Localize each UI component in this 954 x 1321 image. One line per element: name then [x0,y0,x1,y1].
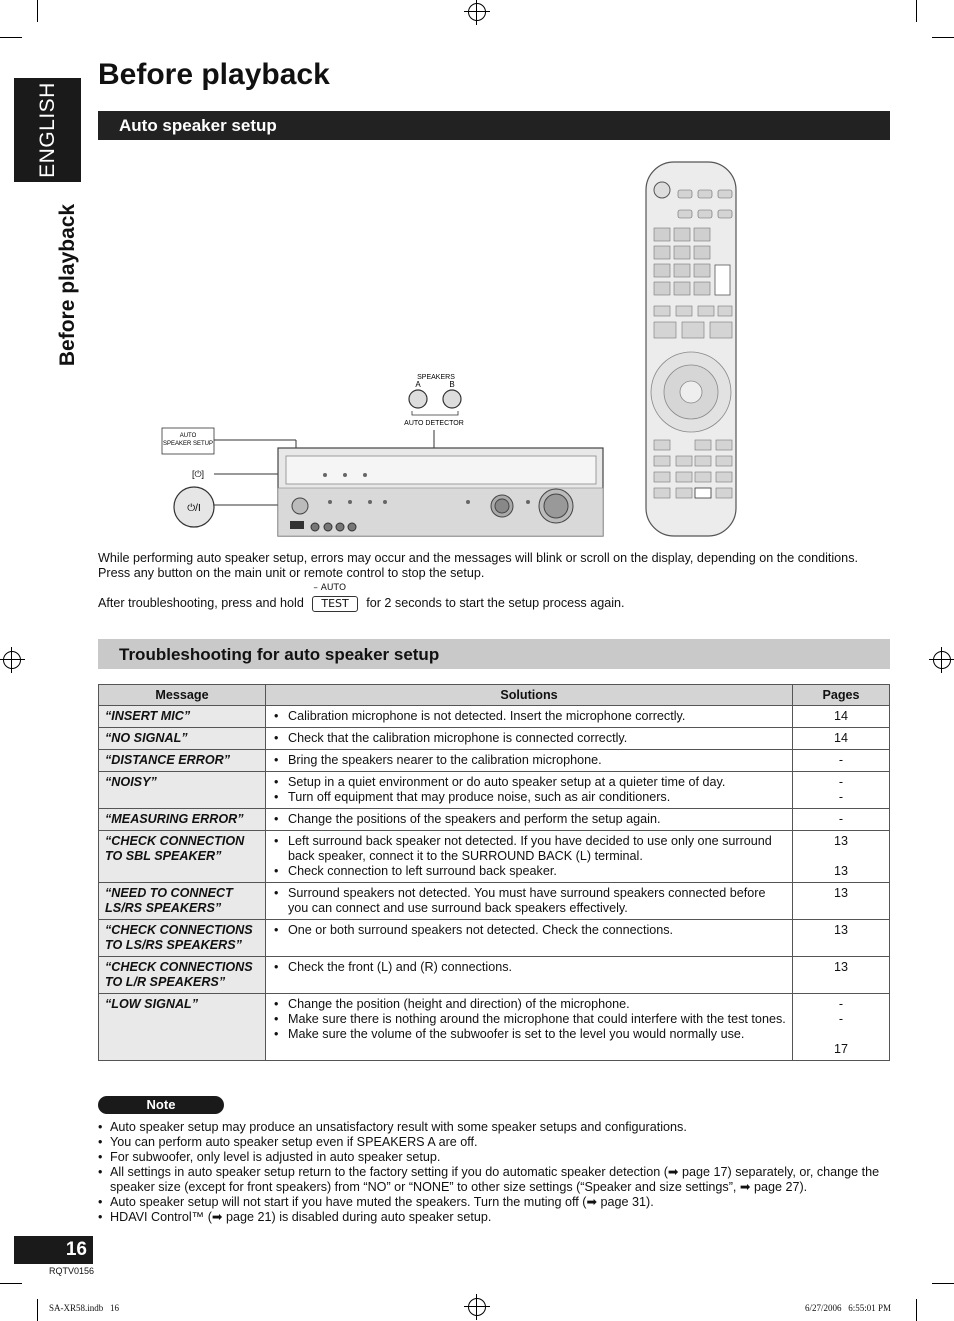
speaker-a-label: A [415,380,421,389]
table-row [99,772,890,809]
solutions-cell [266,994,793,1061]
page-reference: 14 [793,706,890,728]
table-row [99,994,890,1061]
note-item: • You can perform auto speaker setup even if SPEAKERS A are off. [110,1135,890,1150]
speaker-b-label: B [449,380,455,389]
note-badge [98,1096,224,1114]
auto-label: – AUTO [313,583,347,593]
retry-text-after: for 2 seconds to start the setup process again. [366,596,625,610]
solution-item: • Setup in a quiet environment or do auto speaker setup at a quieter time of day. [288,775,786,790]
error-message: “CHECK CONNECTION TO SBL SPEAKER” [99,831,266,883]
note-item: • For subwoofer, only level is adjusted in auto speaker setup. [110,1150,890,1165]
solutions-cell [266,809,793,831]
table-row [99,920,890,957]
solutions-cell [266,957,793,994]
solutions-cell [266,706,793,728]
retry-text-before: After troubleshooting, press and hold [98,596,304,610]
table-row [99,728,890,750]
table-row [99,750,890,772]
table-row [99,831,890,883]
solutions-cell [266,831,793,883]
page-reference: 13 [793,883,890,920]
solution-item: • Check the front (L) and (R) connections. [288,960,786,975]
page-reference: 14 [793,728,890,750]
page-reference: 13 13 [793,831,890,883]
section-title: Troubleshooting for auto speaker setup [119,645,440,664]
solution-item: • Bring the speakers nearer to the calibration microphone. [288,753,786,768]
note-item: • All settings in auto speaker setup return to the factory setting if you do automatic speaker detection (➡ page 17) separately, or, change the speaker size (except for front speakers) from “NO” or “NONE” to other size settings (“Speaker and size settings”, ➡ page 27). [110,1165,890,1195]
section-side-label: Before playback [56,203,79,367]
test-button-icon [312,583,357,612]
crop-mark [0,37,22,38]
solution-item: • Make sure the volume of the subwoofer is set to the level you would normally use. [288,1027,786,1042]
intro-paragraph: While performing auto speaker setup, errors may occur and the messages will blink or scroll on the display, depending on the conditions. Press any button on the main unit or remote control to stop the setup. [98,551,858,580]
note-list [98,1120,890,1225]
table-row [99,883,890,920]
solution-item: • Left surround back speaker not detected. If you have decided to use only one surround back speaker, connect it to the SURROUND BACK (L) terminal. [288,834,786,864]
table-row [99,809,890,831]
note-item: • Auto speaker setup may produce an unsatisfactory result with some speaker setups and configurations. [110,1120,890,1135]
speaker-b-button [443,390,461,408]
error-message: “INSERT MIC” [99,706,266,728]
table-row [99,957,890,994]
solution-item: • Make sure there is nothing around the microphone that could interfere with the test tones. [288,1012,786,1027]
speaker-a-button [409,390,427,408]
page-reference: - [793,750,890,772]
error-message: “NEED TO CONNECT LS/RS SPEAKERS” [99,883,266,920]
registration-mark-icon [468,3,486,21]
error-message: “MEASURING ERROR” [99,809,266,831]
solution-item: • Check connection to left surround back speaker. [288,864,786,879]
solutions-cell [266,883,793,920]
crop-mark [932,1283,954,1284]
header-message: Message [99,685,266,706]
note-item: • Auto speaker setup will not start if you have muted the speakers. Turn the muting off (➡ page 31). [110,1195,890,1210]
registration-mark-icon [933,651,951,669]
page-reference: - - 17 [793,994,890,1061]
power-button-label: ⏻/I [187,503,201,514]
crop-mark [37,1299,38,1321]
table-row [99,706,890,728]
table-header-row [99,685,890,706]
language-label: ENGLISH [35,82,59,178]
solution-item: • Change the position (height and direction) of the microphone. [288,997,786,1012]
file-info: SA-XR58.indb 16 [49,1303,120,1313]
language-tab [14,78,81,182]
power-symbol-label: [⏻] [191,469,205,479]
auto-detector-label: AUTO DETECTOR [404,420,464,427]
test-button-label: TEST [321,597,349,610]
note-item: • HDAVI Control™ (➡ page 21) is disabled during auto speaker setup. [110,1210,890,1225]
crop-mark [37,0,38,22]
auto-speaker-setup-diagram [150,150,750,550]
page-title: Before playback [98,58,330,91]
solution-item: • Change the positions of the speakers and perform the setup again. [288,812,786,827]
page-reference: - - [793,772,890,809]
error-message: “CHECK CONNECTIONS TO LS/RS SPEAKERS” [99,920,266,957]
auto-speaker-setup-label: AUTO SPEAKER SETUP [162,433,214,447]
error-message: “LOW SIGNAL” [99,994,266,1061]
print-timestamp: 6/27/2006 6:55:01 PM [805,1303,892,1313]
error-message: “NOISY” [99,772,266,809]
page-reference: 13 [793,957,890,994]
solutions-cell [266,728,793,750]
solution-item: • One or both surround speakers not detected. Check the connections. [288,923,786,938]
note-label: Note [146,1097,176,1112]
crop-mark [932,37,954,38]
crop-mark [916,0,917,22]
solution-item: • Check that the calibration microphone is connected correctly. [288,731,786,746]
page-reference: - [793,809,890,831]
section-header-troubleshooting [98,639,890,669]
solutions-cell [266,750,793,772]
header-pages: Pages [793,685,890,706]
section-side-tab [48,200,88,370]
solution-item: • Calibration microphone is not detected. Insert the microphone correctly. [288,709,786,724]
page-number: 16 [65,1239,87,1260]
solutions-cell [266,920,793,957]
section-header-auto-setup [98,111,890,140]
solution-item: • Turn off equipment that may produce noise, such as air conditioners. [288,790,786,805]
error-message: “NO SIGNAL” [99,728,266,750]
section-title: Auto speaker setup [119,116,277,135]
speakers-label: SPEAKERS [417,374,455,381]
page-reference: 13 [793,920,890,957]
solutions-cell [266,772,793,809]
document-code: RQTV0156 [49,1266,95,1276]
registration-mark-icon [468,1298,486,1316]
troubleshooting-table [98,684,890,1061]
header-solutions: Solutions [266,685,793,706]
registration-mark-icon [3,651,21,669]
crop-mark [0,1283,22,1284]
page-number-box [14,1236,93,1264]
intro-retry-line [98,583,878,612]
error-message: “CHECK CONNECTIONS TO L/R SPEAKERS” [99,957,266,994]
error-message: “DISTANCE ERROR” [99,750,266,772]
solution-item: • Surround speakers not detected. You must have surround speakers connected before you can connect and use surround back speakers effectively. [288,886,786,916]
crop-mark [916,1299,917,1321]
